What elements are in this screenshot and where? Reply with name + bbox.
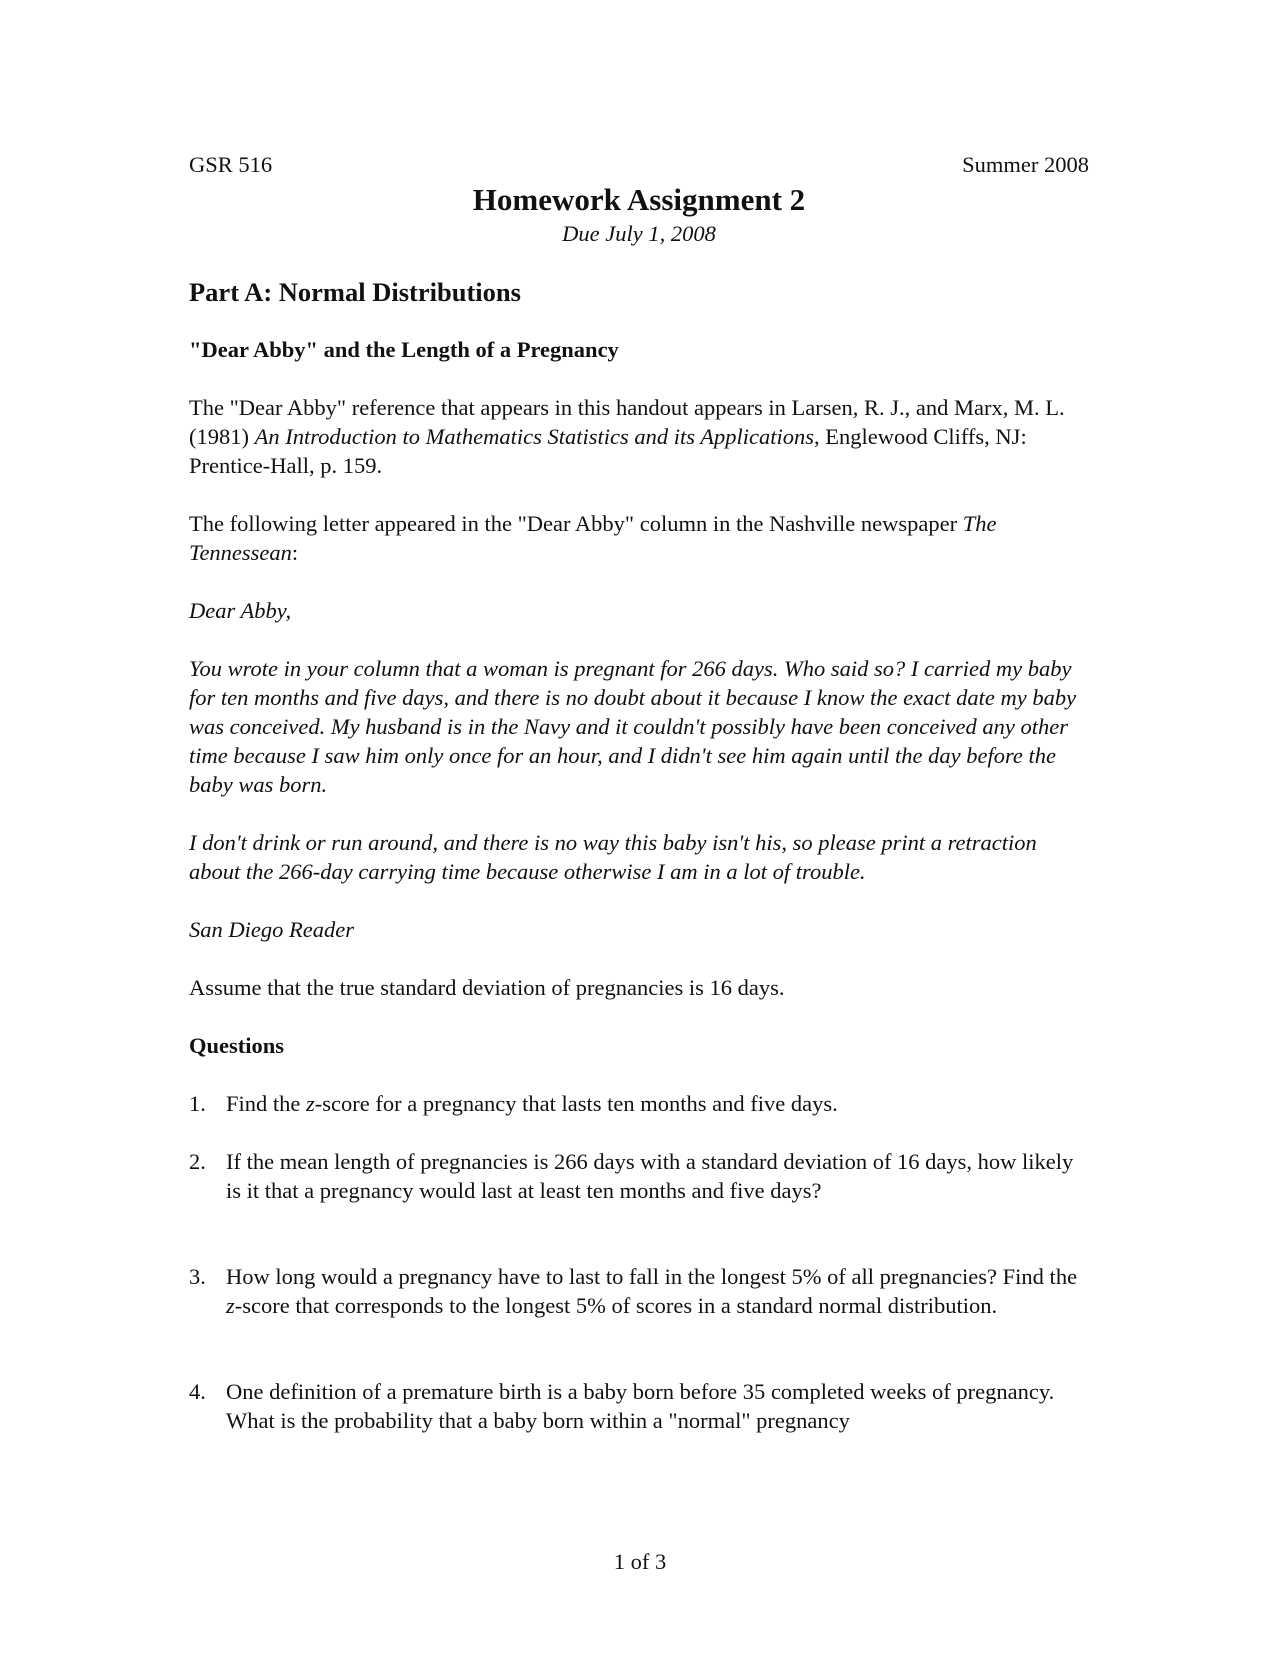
question-item xyxy=(189,1089,1089,1118)
newspaper-name: The Tennessean xyxy=(189,511,997,565)
reference-text-before: The "Dear Abby" reference that appears in this handout appears in Larsen, R. J., and Marx, M. L. (1981) xyxy=(189,395,1065,449)
header-row xyxy=(189,150,1089,179)
document-page xyxy=(189,150,1089,1435)
question-text: One definition of a premature birth is a baby born before 35 completed weeks of pregnancy. What is the probability that a baby born within a "normal" pregnancy xyxy=(226,1379,1055,1433)
section-subheading: "Dear Abby" and the Length of a Pregnancy xyxy=(189,337,619,362)
question-text: -score that corresponds to the longest 5% of scores in a standard normal distribution. xyxy=(234,1293,998,1318)
due-date: Due July 1, 2008 xyxy=(562,221,716,246)
question-text: How long would a pregnancy have to last to fall in the longest 5% of all pregnancies? xyxy=(226,1264,998,1289)
questions-heading: Questions xyxy=(189,1033,285,1058)
letter-paragraph-2: I don't drink or run around, and there is no way this baby isn't his, so please print a retraction about the 266-day carrying time because otherwise I am in a lot of trouble. xyxy=(189,830,1037,884)
intro-colon: : xyxy=(291,540,299,565)
question-text: -score for a pregnancy that lasts ten months and five days. xyxy=(314,1091,838,1116)
question-number: 3. xyxy=(189,1264,206,1289)
intro-paragraph xyxy=(189,509,1089,567)
letter-paragraph-1: You wrote in your column that a woman is pregnant for 266 days. Who said so? I carried my baby for ten months and five days, and there is no doubt about it because I know the exact date my baby was conceived. My husband is in the Navy and it couldn't possibly have been conceived any other time because I saw him only once for an hour, and I didn't see him again until the day before the baby was born. xyxy=(189,656,1077,797)
page-number: 1 of 3 xyxy=(613,1549,667,1574)
reference-text-after: , Englewood Cliffs, NJ: Prentice-Hall, p. 159. xyxy=(189,424,1027,478)
reference-book-title: An Introduction to Mathematics Statistics and its Applications xyxy=(254,424,814,449)
intro-text: The following letter appeared in the "Dear Abby" column in the Nashville newspaper xyxy=(189,511,963,536)
assumption-text: Assume that the true standard deviation of pregnancies is 16 days. xyxy=(189,975,785,1000)
question-number: 4. xyxy=(189,1379,206,1404)
reference-paragraph xyxy=(189,393,1089,480)
question-item xyxy=(189,1147,1089,1205)
z-variable: z xyxy=(226,1293,235,1318)
question-text: Find the xyxy=(997,1264,1078,1289)
z-variable: z xyxy=(306,1091,315,1116)
question-item xyxy=(189,1377,1089,1435)
question-number: 2. xyxy=(189,1149,206,1174)
page-title: Homework Assignment 2 xyxy=(472,182,806,217)
term: Summer 2008 xyxy=(962,152,1089,177)
questions-list xyxy=(189,1089,1089,1435)
course-code: GSR 516 xyxy=(189,152,273,177)
part-a-heading: Part A: Normal Distributions xyxy=(189,277,521,307)
letter-signature: San Diego Reader xyxy=(189,917,354,942)
letter-salutation: Dear Abby, xyxy=(189,598,292,623)
question-item xyxy=(189,1262,1089,1320)
question-number: 1. xyxy=(189,1091,206,1116)
question-text: Find the xyxy=(226,1091,307,1116)
question-text: If the mean length of pregnancies is 266 days with a standard deviation of 16 days, how likely is it that a pregnancy would last at least ten months and five days? xyxy=(226,1149,1074,1203)
